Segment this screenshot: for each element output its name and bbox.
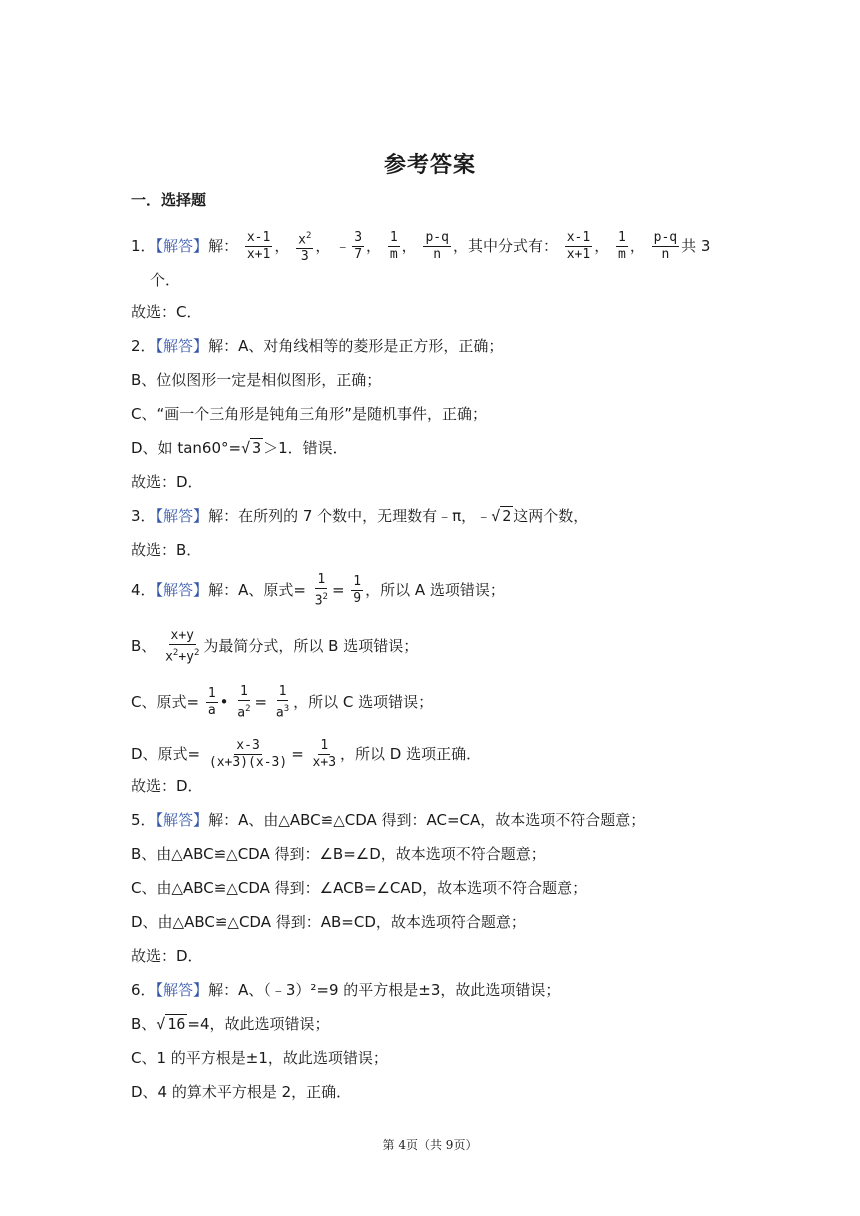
fraction: $\frac{x-1}{x+1}$ (246, 230, 271, 263)
q5-line-b: B、由△ABC≌△CDA 得到：∠B=∠D，故本选项不符合题意； (131, 845, 546, 863)
q5-line-d: D、由△ABC≌△CDA 得到：AB=CD，故本选项符合题意； (131, 913, 526, 931)
q5-line-c: C、由△ABC≌△CDA 得到：∠ACB=∠CAD，故本选项不符合题意； (131, 879, 588, 897)
section-heading: 一．选择题 (131, 191, 207, 209)
q4-answer: 故选：D． (131, 777, 203, 795)
fraction: $\frac{3}{7}$ (354, 230, 363, 263)
fraction: $\frac{1}{a^3}$ (275, 684, 290, 721)
fraction: $\frac{x+y}{x^2+y^2}$ (165, 628, 200, 665)
q2-line-a: 2．【解答】解：A、对角线相等的菱形是正方形，正确； (131, 337, 504, 355)
q3-answer: 故选：B． (131, 541, 202, 559)
sqrt: √ 2 (491, 507, 512, 525)
fraction: $\frac{x-3}{(x+3)(x-3)}$ (208, 738, 288, 770)
fraction: $\frac{1}{m}$ (618, 230, 626, 263)
q4-line-b: B、 $\frac{x+y}{x^2+y^2}$ 为最简分式，所以 B 选项错误； (131, 628, 419, 665)
q6-line-b: B、√ 16 =4，故此选项错误； (131, 1015, 330, 1033)
fraction: $\frac{x-1}{x+1}$ (566, 230, 591, 263)
q2-line-d: D、如 tan60°=√ 3 ＞1．错误． (131, 439, 348, 457)
q6-line-c: C、1 的平方根是±1，故此选项错误； (131, 1049, 388, 1067)
q4-line-a: 4．【解答】解：A、原式= $\frac{1}{3^2}$ = $\frac{1}{9}$ ，所以 A 选项错误； (131, 572, 505, 609)
q6-line-d: D、4 的算术平方根是 2，正确． (131, 1083, 352, 1101)
fraction: $\frac{p-q}{n}$ (425, 230, 449, 263)
q1-line: 1．【解答】解： $\frac{x-1}{x+1}$ ， $\frac{x^2}{3}$ ， ﹣ $\frac{3}{7}$ ， $\frac{1}{m}$ ， $\frac{p-q}{n}$ ，其中分式有： $\frac{x-1}{x+1}$ ， $\frac{1}{m}$ ， $\frac{p-q}{n}$ 共 3 (131, 228, 710, 252)
fraction: $\frac{1}{3^2}$ (314, 572, 328, 609)
q2-line-b: B、位似图形一定是相似图形，正确； (131, 371, 382, 389)
q6-line-a: 6．【解答】解：A、（﹣3）²=9 的平方根是±3，故此选项错误； (131, 981, 561, 999)
answer-tag: 【解答】 (155, 237, 209, 256)
q4-line-c: C、原式= $\frac{1}{a}$ • $\frac{1}{a^2}$ = $\frac{1}{a^3}$ ，所以 C 选项错误； (131, 684, 434, 721)
fraction: $\frac{1}{a}$ (207, 686, 216, 719)
q1-answer: 故选：C． (131, 303, 202, 321)
sqrt: √ 3 (241, 439, 262, 457)
fraction: $\frac{1}{x+3}$ (312, 738, 337, 770)
fraction: $\frac{p-q}{n}$ (653, 230, 678, 263)
fraction: $\frac{1}{9}$ (353, 574, 362, 607)
q2-answer: 故选：D． (131, 473, 203, 491)
q2-line-c: C、“画一个三角形是钝角三角形”是随机事件，正确； (131, 405, 488, 423)
fraction: $\frac{x^2}{3}$ (296, 228, 313, 265)
fraction: $\frac{1}{m}$ (389, 230, 398, 263)
page-footer: 第 4页（共 9页） (382, 1138, 478, 1152)
q1-number: 1． (131, 237, 156, 256)
sqrt: √ 16 (156, 1015, 186, 1033)
q5-line-a: 5．【解答】解：A、由△ABC≌△CDA 得到：AC=CA，故本选项不符合题意； (131, 811, 646, 829)
q5-answer: 故选：D． (131, 947, 203, 965)
q4-line-d: D、原式= $\frac{x-3}{(x+3)(x-3)}$ = $\frac{1}{x+3}$ ，所以 D 选项正确． (131, 738, 482, 770)
page-title: 参考答案 (383, 153, 476, 178)
q3-line: 3．【解答】解：在所列的 7 个数中，无理数有﹣π，﹣√ 2 这两个数， (131, 507, 589, 525)
q1-continue: 个． (150, 271, 181, 289)
fraction: $\frac{1}{a^2}$ (237, 684, 251, 721)
